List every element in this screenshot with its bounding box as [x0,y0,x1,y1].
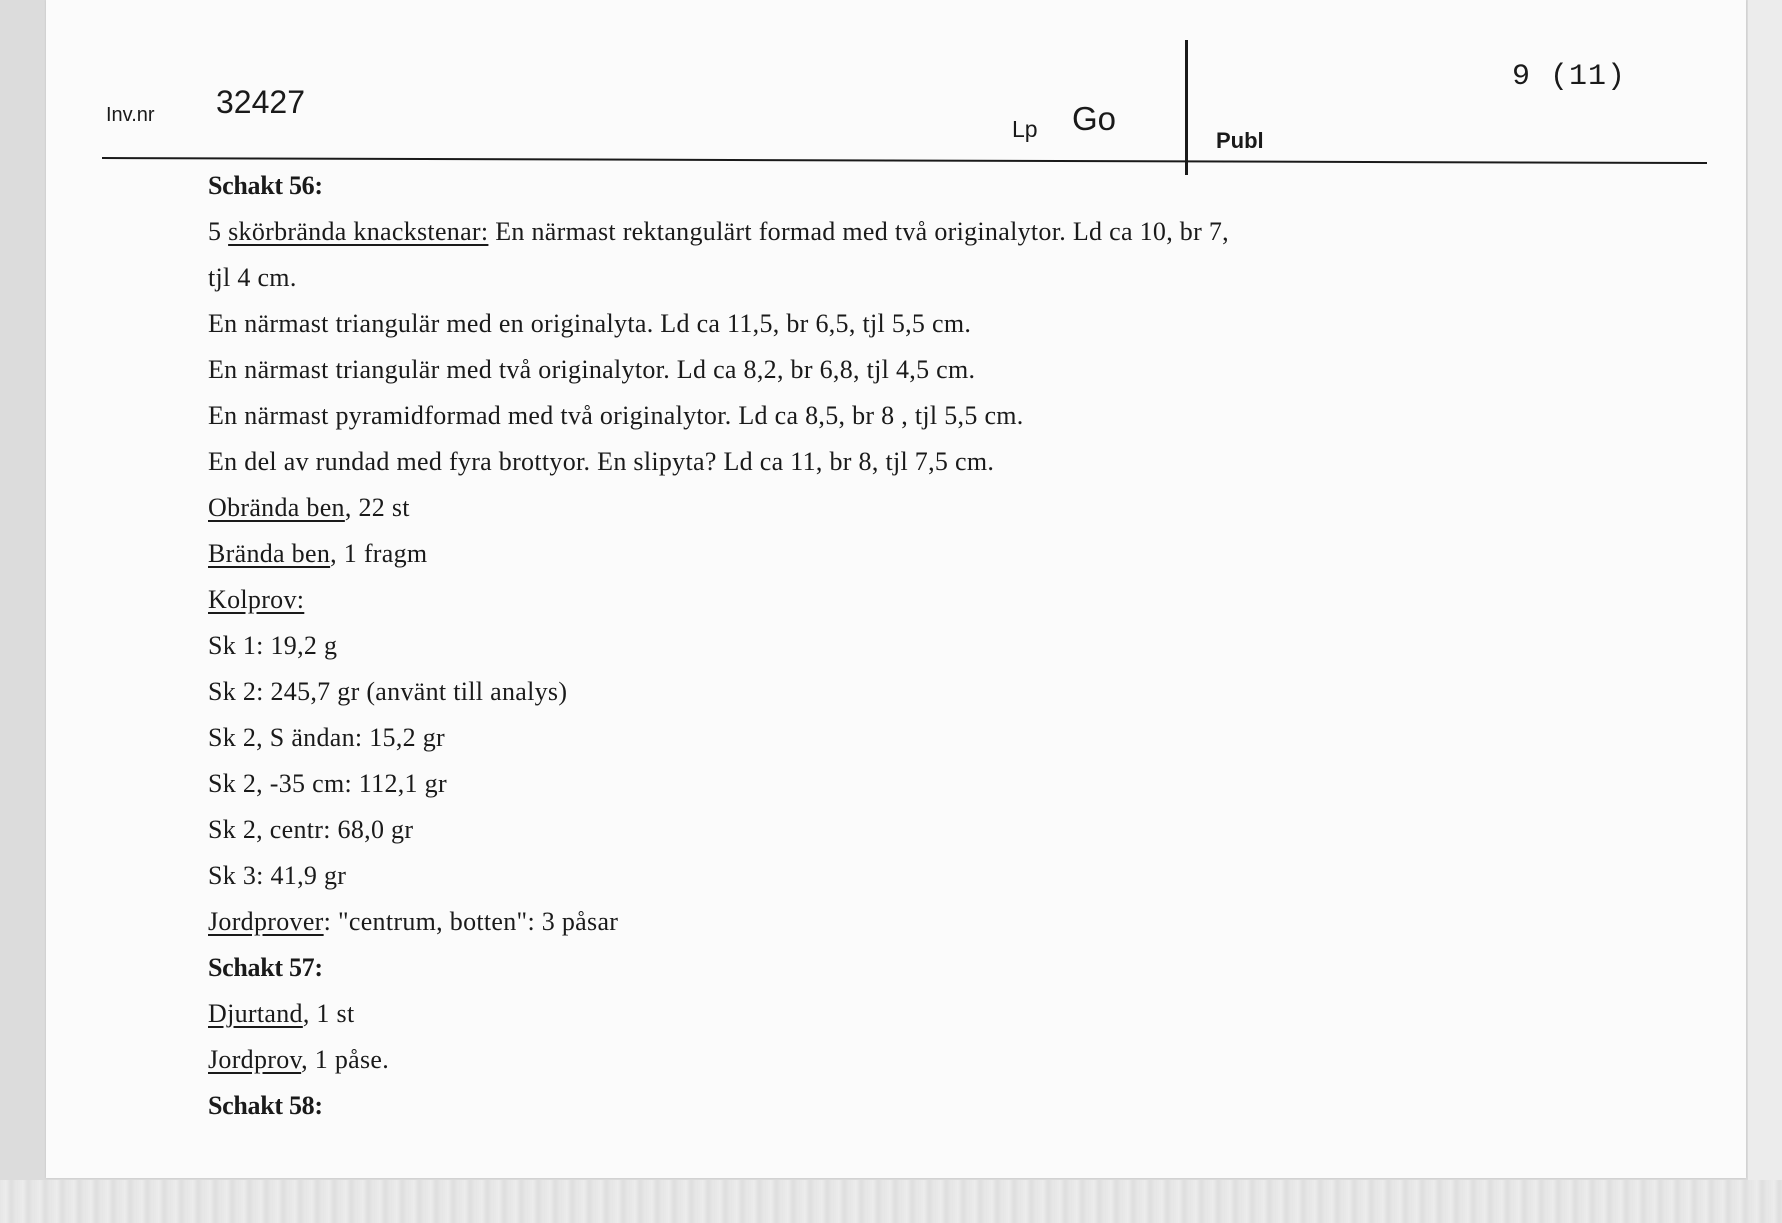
text-line [208,991,1688,1037]
text-span: , 1 st [302,999,355,1028]
text-line [208,163,1688,209]
page-number: 9 (11) [1512,60,1627,94]
text-line [208,945,1688,991]
text-span: En närmast triangulär med två originalytor. Ld ca 8,2, br 6,8, tjl 4,5 cm. [208,355,976,384]
invnr-label: Inv.nr [106,104,155,126]
header-divider [1185,40,1188,175]
underlined-term: Jordprov [208,1045,302,1074]
text-span: 5 [208,217,229,246]
underlined-term: Jordprover [208,907,324,936]
text-line [208,899,1688,945]
lp-value: Go [1072,100,1117,137]
section-heading: Schakt 58: [208,1091,323,1120]
text-span: En närmast rektangulärt formad med två originalytor. Ld ca 10, br 7, [488,217,1229,246]
underlined-term: Djurtand [208,999,303,1028]
underlined-term: skörbrända knackstenar: [228,217,489,246]
text-span: tjl 4 cm. [208,263,297,292]
text-span: , 1 påse. [301,1045,390,1074]
underlined-term: Brända ben [208,539,331,568]
scan-margin-right [1748,0,1782,1180]
text-line [208,485,1688,531]
text-line [208,393,1688,439]
text-line [208,255,1688,301]
text-span: En närmast triangulär med en originalyta. Ld ca 11,5, br 6,5, tjl 5,5 cm. [208,309,972,338]
text-span: Sk 1: 19,2 g [208,631,338,660]
text-span: , 1 fragm [330,539,428,568]
text-line [208,531,1688,577]
text-line [208,853,1688,899]
scan-margin-bottom [0,1180,1782,1223]
publ-label: Publ [1216,128,1264,153]
underlined-term: Obrända ben [208,493,345,522]
text-span: , 22 st [344,493,410,522]
lp-label: Lp [1012,116,1038,142]
invnr-value: 32427 [216,84,305,120]
text-line [208,1083,1688,1129]
text-span: Sk 2, S ändan: 15,2 gr [208,723,445,752]
text-line [208,623,1688,669]
text-line [208,761,1688,807]
text-span: Sk 3: 41,9 gr [208,861,347,890]
text-line [208,807,1688,853]
underlined-term: Kolprov: [208,585,305,614]
card-text [208,163,1688,1129]
text-span: Sk 2: 245,7 gr (använt till analys) [208,677,568,706]
section-heading: Schakt 56: [208,171,323,200]
text-line [208,439,1688,485]
text-span: Sk 2, centr: 68,0 gr [208,815,414,844]
text-line [208,347,1688,393]
section-heading: Schakt 57: [208,953,323,982]
text-line [208,209,1688,255]
text-span: : "centrum, botten": 3 påsar [323,907,619,936]
text-line [208,577,1688,623]
text-span: En del av rundad med fyra brottyor. En slipyta? Ld ca 11, br 8, tjl 7,5 cm. [208,447,995,476]
text-span: Sk 2, -35 cm: 112,1 gr [208,769,447,798]
text-line [208,1037,1688,1083]
text-line [208,301,1688,347]
text-span: En närmast pyramidformad med två originalytor. Ld ca 8,5, br 8 , tjl 5,5 cm. [208,401,1024,430]
text-line [208,669,1688,715]
text-line [208,715,1688,761]
